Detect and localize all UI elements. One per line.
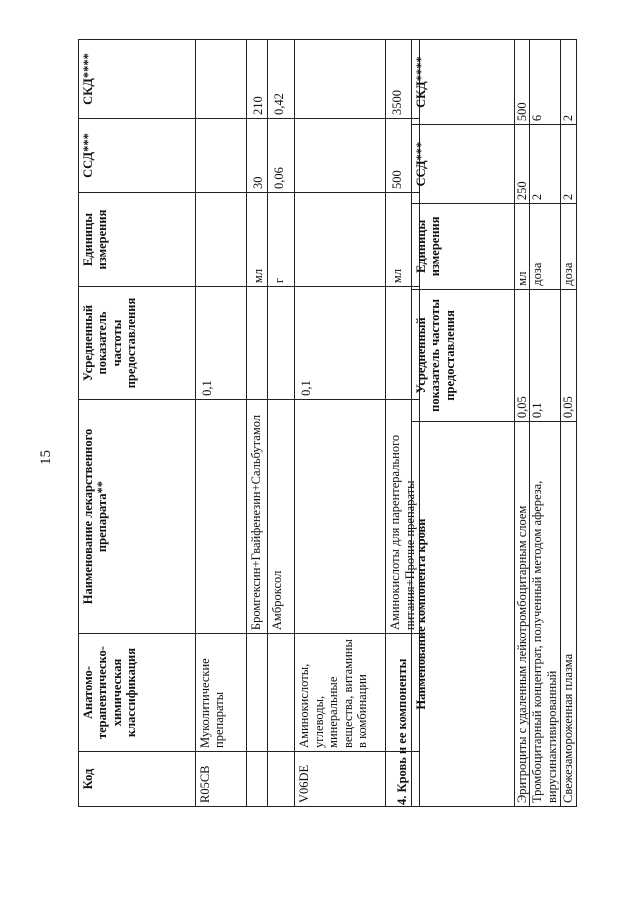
header-skd: СКД**** [79,40,196,119]
cell-ssd: 2 [530,125,561,204]
header-frequency: Усредненный показатель частоты предоставления [412,289,515,421]
cell-ssd: 250 [515,125,530,204]
cell-frequency: 0,05 [515,289,530,421]
cell-units [295,193,386,287]
cell-component: Эритроциты с удаленным лейкотромбоцитарным слоем [515,422,530,807]
cell-frequency [268,287,295,400]
cell-units [196,193,247,287]
table-row [530,40,561,807]
cell-component: Свежезамороженная плазма [561,422,576,807]
header-units: Единицы измерения [412,204,515,290]
header-ssd: ССД*** [412,125,515,204]
drug-table [78,39,420,807]
page-number: 15 [38,450,54,465]
cell-frequency: 0,1 [295,287,386,400]
table-row [268,40,295,807]
header-units: Единицы измерения [79,193,196,287]
header-component: Наименование компонента крови [412,422,515,807]
cell-units: доза [530,204,561,290]
header-skd: СКД**** [412,40,515,125]
cell-atc [268,634,295,752]
cell-drug-name: Бромгексин+Гвайфенезин+Сальбутамол [247,399,268,633]
table-row [295,40,386,807]
blood-components-table [411,39,577,807]
cell-frequency [247,287,268,400]
drug-table-header-row [79,40,196,807]
cell-units: г [268,193,295,287]
cell-drug-name [295,399,386,633]
cell-atc: Муколитические препараты [196,634,247,752]
cell-skd: 3500 [386,40,420,119]
table-row [515,40,530,807]
cell-units: мл [515,204,530,290]
cell-ssd [295,118,386,192]
cell-drug-name: Амброксол [268,399,295,633]
cell-component: Тромбоцитарный концентрат, полученный методом афереза, вирусинактивированный [530,422,561,807]
table-row [196,40,247,807]
cell-frequency: 0,1 [196,287,247,400]
blood-section-title: 4. Кровь и ее компоненты [395,658,409,805]
cell-skd: 2 [561,40,576,125]
cell-ssd: 0,06 [268,118,295,192]
cell-atc [247,634,268,752]
cell-units: доза [561,204,576,290]
header-code: Код [79,751,196,806]
cell-ssd [196,118,247,192]
header-ssd: ССД*** [79,118,196,192]
cell-ssd: 2 [561,125,576,204]
cell-skd: 500 [515,40,530,125]
cell-units: мл [386,193,420,287]
header-frequency: Усредненный показатель частоты предоставления [79,287,196,400]
table-row [247,40,268,807]
cell-skd [196,40,247,119]
cell-code: V06DE [295,751,386,806]
cell-skd [295,40,386,119]
cell-ssd: 500 [386,118,420,192]
cell-units: мл [247,193,268,287]
cell-drug-name [196,399,247,633]
cell-skd: 6 [530,40,561,125]
header-drug-name: Наименование лекарственного препарата** [79,399,196,633]
blood-table-header-row [412,40,515,807]
cell-code [268,751,295,806]
cell-code [247,751,268,806]
cell-skd: 0,42 [268,40,295,119]
cell-frequency: 0,05 [561,289,576,421]
cell-drug-name: Аминокислоты для парентерального питания+Прочие препараты [386,399,420,633]
cell-code: R05CB [196,751,247,806]
cell-frequency: 0,1 [530,289,561,421]
table-row [561,40,576,807]
cell-atc: Аминокислоты, углеводы, минеральные вещества, витамины в комбинации [295,634,386,752]
header-atc: Анатомо-терапевтическо-химическая классификация [79,634,196,752]
cell-skd: 210 [247,40,268,119]
cell-ssd: 30 [247,118,268,192]
